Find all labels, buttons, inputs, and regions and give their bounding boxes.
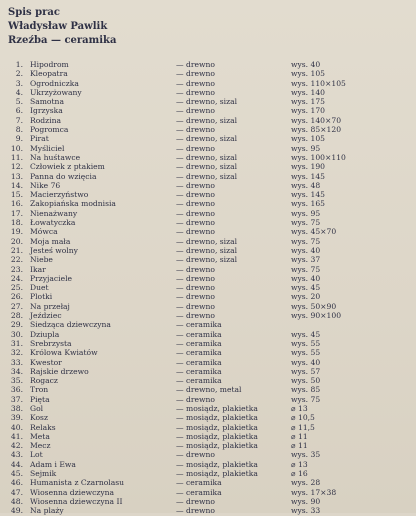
work-material: — drewno — [176, 264, 215, 274]
list-item — [0, 162, 416, 171]
work-number: 39. — [10, 413, 23, 423]
work-material: — drewno — [176, 506, 215, 516]
work-title: Nienażwany — [30, 208, 78, 218]
list-item — [0, 404, 416, 413]
work-title: Mecz — [30, 441, 51, 451]
work-dimensions: wys. 33 — [291, 506, 321, 516]
work-dimensions: wys. 90 — [291, 496, 321, 506]
work-material: — ceramika — [176, 357, 222, 367]
work-title: Niebe — [30, 255, 53, 265]
work-number: 19. — [10, 227, 23, 237]
list-item — [0, 395, 416, 404]
work-title: Rogacz — [30, 376, 58, 386]
work-title: Igrzyska — [30, 106, 63, 116]
work-material: — drewno — [176, 311, 215, 321]
list-item — [0, 172, 416, 181]
list-item — [0, 79, 416, 88]
work-title: Pogromca — [30, 125, 69, 135]
work-dimensions: wys. 28 — [291, 478, 321, 488]
work-number: 3. — [15, 78, 23, 88]
work-material: — drewno, sizal — [176, 162, 238, 172]
work-number: 33. — [10, 357, 23, 367]
list-item — [0, 209, 416, 218]
work-material: — drewno — [176, 283, 215, 293]
work-number: 31. — [10, 338, 23, 348]
work-material: — mosiądz, plakietka — [176, 431, 258, 441]
work-title: Dziupla — [30, 329, 60, 339]
work-title: Kosz — [30, 413, 48, 423]
list-item — [0, 358, 416, 367]
work-dimensions: wys. 190 — [291, 162, 326, 172]
work-title: Pięta — [30, 394, 50, 404]
work-title: Kleopatra — [30, 69, 68, 79]
work-dimensions: wys. 20 — [291, 292, 321, 302]
list-item — [0, 423, 416, 432]
work-dimensions: wys. 145 — [291, 190, 326, 200]
list-item — [0, 330, 416, 339]
list-item — [0, 478, 416, 487]
work-dimensions: wys. 35 — [291, 450, 321, 460]
list-item — [0, 441, 416, 450]
list-item — [0, 134, 416, 143]
work-material: — drewno, sizal — [176, 255, 238, 265]
work-number: 14. — [10, 180, 23, 190]
list-item — [0, 469, 416, 478]
work-title: Rajskie drzewo — [30, 366, 89, 376]
work-title: Pirat — [30, 134, 49, 144]
list-item — [0, 97, 416, 106]
work-title: Ukrzyżowany — [30, 87, 82, 97]
work-material: — ceramika — [176, 348, 222, 358]
work-title: Moja mała — [30, 236, 71, 246]
work-number: 48. — [10, 496, 23, 506]
work-dimensions: wys. 75 — [291, 236, 321, 246]
work-material: — drewno — [176, 87, 215, 97]
work-title: Tron — [30, 385, 49, 395]
work-title: Człowiek z ptakiem — [30, 162, 105, 172]
list-item — [0, 302, 416, 311]
work-material: — ceramika — [176, 320, 222, 330]
work-dimensions: wys. 50 — [291, 376, 321, 386]
work-number: 29. — [10, 320, 23, 330]
work-title: Nike 76 — [30, 180, 61, 190]
list-item — [0, 190, 416, 199]
list-item — [0, 339, 416, 348]
work-number: 35. — [10, 376, 23, 386]
work-material: — drewno, sizal — [176, 245, 238, 255]
work-number: 26. — [10, 292, 23, 302]
work-material: — drewno, metal — [176, 385, 242, 395]
work-title: Myśliciel — [30, 143, 65, 153]
list-item — [0, 311, 416, 320]
work-material: — drewno — [176, 208, 215, 218]
work-dimensions: wys. 100×110 — [291, 152, 346, 162]
work-number: 4. — [15, 87, 23, 97]
work-title: Lot — [30, 450, 43, 460]
list-item — [0, 116, 416, 125]
work-dimensions: wys. 105 — [291, 134, 326, 144]
section-title: Rzeźba — ceramika — [8, 35, 117, 46]
work-material: — drewno — [176, 199, 215, 209]
work-dimensions: wys. 110×105 — [291, 78, 346, 88]
list-item — [0, 385, 416, 394]
work-number: 40. — [10, 422, 23, 432]
work-number: 21. — [10, 245, 23, 255]
work-number: 5. — [15, 97, 23, 107]
work-title: Przyjaciele — [30, 273, 73, 283]
work-material: — ceramika — [176, 338, 222, 348]
list-item — [0, 246, 416, 255]
work-material: — mosiądz, plakietka — [176, 403, 258, 413]
work-material: — drewno, sizal — [176, 152, 238, 162]
list-item — [0, 237, 416, 246]
work-title: Adam i Ewa — [30, 459, 76, 469]
work-material: — drewno — [176, 292, 215, 302]
work-dimensions: wys. 37 — [291, 255, 321, 265]
work-material: — mosiądz, plakietka — [176, 459, 258, 469]
work-dimensions: wys. 55 — [291, 338, 321, 348]
work-material: — ceramika — [176, 366, 222, 376]
list-item — [0, 144, 416, 153]
work-title: Samotna — [30, 97, 64, 107]
list-item — [0, 69, 416, 78]
work-dimensions: wys. 45 — [291, 283, 321, 293]
work-dimensions: wys. 40 — [291, 245, 321, 255]
work-dimensions: wys. 85×120 — [291, 125, 342, 135]
work-material: — drewno — [176, 394, 215, 404]
list-item — [0, 218, 416, 227]
work-dimensions: wys. 95 — [291, 143, 321, 153]
work-material: — ceramika — [176, 329, 222, 339]
work-number: 28. — [10, 311, 23, 321]
work-dimensions: ⌀ 11 — [291, 431, 308, 441]
work-number: 2. — [15, 69, 23, 79]
work-title: Srebrzysta — [30, 338, 72, 348]
work-material: — mosiądz, plakietka — [176, 422, 258, 432]
work-title: Królowa Kwiatów — [30, 348, 98, 358]
work-number: 15. — [10, 190, 23, 200]
work-title: Duet — [30, 283, 49, 293]
work-title: Humanista z Czarnolasu — [30, 478, 125, 488]
work-material: — drewno — [176, 106, 215, 116]
work-number: 17. — [10, 208, 23, 218]
work-number: 22. — [10, 255, 23, 265]
list-item — [0, 320, 416, 329]
work-material: — drewno — [176, 190, 215, 200]
work-dimensions: wys. 140 — [291, 87, 326, 97]
artist-name: Władysław Pawlik — [8, 21, 108, 32]
work-number: 25. — [10, 283, 23, 293]
list-item — [0, 488, 416, 497]
work-title: Wiosenna dziewczyna — [30, 487, 115, 497]
work-material: — drewno, sizal — [176, 236, 238, 246]
work-material: — drewno, sizal — [176, 171, 238, 181]
work-number: 23. — [10, 264, 23, 274]
work-material: — drewno — [176, 78, 215, 88]
work-number: 20. — [10, 236, 23, 246]
work-number: 41. — [10, 431, 23, 441]
work-number: 44. — [10, 459, 23, 469]
work-number: 1. — [15, 60, 23, 69]
work-title: Gol — [30, 403, 44, 413]
work-dimensions: wys. 48 — [291, 180, 321, 190]
list-item — [0, 413, 416, 422]
work-material: — drewno — [176, 301, 215, 311]
work-dimensions: wys. 95 — [291, 208, 321, 218]
work-material: — drewno — [176, 450, 215, 460]
work-title: Na huśtawce — [30, 152, 81, 162]
work-title: Plotki — [30, 292, 53, 302]
list-item — [0, 348, 416, 357]
works-list — [0, 60, 416, 516]
list-heading: Spis prac — [8, 7, 60, 18]
work-material: — drewno — [176, 125, 215, 135]
work-title: Panna do wzięcia — [30, 171, 97, 181]
work-material: — drewno — [176, 227, 215, 237]
work-number: 36. — [10, 385, 23, 395]
work-number: 24. — [10, 273, 23, 283]
work-dimensions: wys. 140×70 — [291, 115, 342, 125]
work-dimensions: wys. 40 — [291, 357, 321, 367]
work-title: Łowatyczka — [30, 218, 76, 228]
work-number: 9. — [15, 134, 23, 144]
list-item — [0, 60, 416, 69]
work-title: Rodzina — [30, 115, 61, 125]
list-item — [0, 255, 416, 264]
work-number: 6. — [15, 106, 23, 116]
work-title: Siedząca dziewczyna — [30, 320, 111, 330]
work-dimensions: wys. 175 — [291, 97, 326, 107]
work-number: 46. — [10, 478, 23, 488]
work-number: 42. — [10, 441, 23, 451]
work-number: 8. — [15, 125, 23, 135]
work-title: Mówca — [30, 227, 58, 237]
work-number: 11. — [10, 152, 23, 162]
work-title: Na plaży — [30, 506, 64, 516]
work-number: 10. — [10, 143, 23, 153]
list-item — [0, 432, 416, 441]
list-item — [0, 460, 416, 469]
list-item — [0, 199, 416, 208]
work-number: 12. — [10, 162, 23, 172]
work-dimensions: wys. 75 — [291, 394, 321, 404]
work-dimensions: ⌀ 10,5 — [291, 413, 315, 423]
work-number: 49. — [10, 506, 23, 516]
work-dimensions: wys. 45×70 — [291, 227, 337, 237]
work-material: — drewno, sizal — [176, 134, 238, 144]
list-item — [0, 265, 416, 274]
work-number: 18. — [10, 218, 23, 228]
work-title: Na przełaj — [30, 301, 70, 311]
work-material: — ceramika — [176, 487, 222, 497]
work-number: 7. — [15, 115, 23, 125]
work-dimensions: wys. 40 — [291, 273, 321, 283]
list-item — [0, 292, 416, 301]
work-material: — drewno — [176, 218, 215, 228]
list-item — [0, 274, 416, 283]
list-item — [0, 181, 416, 190]
list-item — [0, 497, 416, 506]
work-dimensions: wys. 85 — [291, 385, 321, 395]
work-dimensions: wys. 90×100 — [291, 311, 342, 321]
work-number: 16. — [10, 199, 23, 209]
work-title: Hipodrom — [30, 60, 69, 69]
list-item — [0, 227, 416, 236]
work-dimensions: wys. 75 — [291, 218, 321, 228]
work-dimensions: ⌀ 13 — [291, 459, 308, 469]
work-dimensions: wys. 75 — [291, 264, 321, 274]
work-number: 47. — [10, 487, 23, 497]
list-item — [0, 125, 416, 134]
work-dimensions: wys. 145 — [291, 171, 326, 181]
work-title: Jesteś wolny — [30, 245, 78, 255]
list-item — [0, 153, 416, 162]
work-number: 13. — [10, 171, 23, 181]
work-dimensions: wys. 45 — [291, 329, 321, 339]
list-item — [0, 88, 416, 97]
work-dimensions: wys. 55 — [291, 348, 321, 358]
document-header — [8, 6, 116, 48]
work-title: Ogrodniczka — [30, 78, 79, 88]
work-title: Ikar — [30, 264, 46, 274]
work-number: 37. — [10, 394, 23, 404]
work-number: 45. — [10, 469, 23, 479]
work-dimensions: wys. 165 — [291, 199, 326, 209]
work-dimensions: ⌀ 13 — [291, 403, 308, 413]
work-title: Jeździec — [30, 311, 62, 321]
work-material: — ceramika — [176, 478, 222, 488]
list-item — [0, 506, 416, 515]
list-item — [0, 283, 416, 292]
work-material: — drewno — [176, 496, 215, 506]
work-dimensions: wys. 50×90 — [291, 301, 337, 311]
work-material: — ceramika — [176, 376, 222, 386]
work-title: Meta — [30, 431, 50, 441]
work-material: — drewno, sizal — [176, 115, 238, 125]
work-number: 32. — [10, 348, 23, 358]
work-material: — drewno — [176, 273, 215, 283]
work-dimensions: ⌀ 11,5 — [291, 422, 315, 432]
work-dimensions: ⌀ 11 — [291, 441, 308, 451]
list-item — [0, 376, 416, 385]
work-number: 27. — [10, 301, 23, 311]
work-material: — drewno — [176, 180, 215, 190]
work-dimensions: wys. 170 — [291, 106, 326, 116]
work-title: Wiosenna dziewczyna II — [30, 496, 123, 506]
work-number: 30. — [10, 329, 23, 339]
list-item — [0, 367, 416, 376]
list-item — [0, 450, 416, 459]
work-title: Macierzyństwo — [30, 190, 89, 200]
work-dimensions: wys. 105 — [291, 69, 326, 79]
work-material: — mosiądz, plakietka — [176, 469, 258, 479]
work-title: Zakopiańska modnisia — [30, 199, 116, 209]
work-title: Relaks — [30, 422, 56, 432]
list-item — [0, 106, 416, 115]
work-number: 34. — [10, 366, 23, 376]
work-title: Sejmik — [30, 469, 57, 479]
work-number: 43. — [10, 450, 23, 460]
work-material: — drewno — [176, 60, 215, 69]
work-material: — drewno — [176, 143, 215, 153]
work-material: — mosiądz, plakietka — [176, 441, 258, 451]
work-material: — drewno, sizal — [176, 97, 238, 107]
work-dimensions: wys. 17×38 — [291, 487, 337, 497]
work-dimensions: wys. 57 — [291, 366, 321, 376]
work-number: 38. — [10, 403, 23, 413]
work-dimensions: ⌀ 16 — [291, 469, 308, 479]
work-material: — mosiądz, plakietka — [176, 413, 258, 423]
work-material: — drewno — [176, 69, 215, 79]
work-title: Kwestor — [30, 357, 62, 367]
work-dimensions: wys. 40 — [291, 60, 321, 69]
